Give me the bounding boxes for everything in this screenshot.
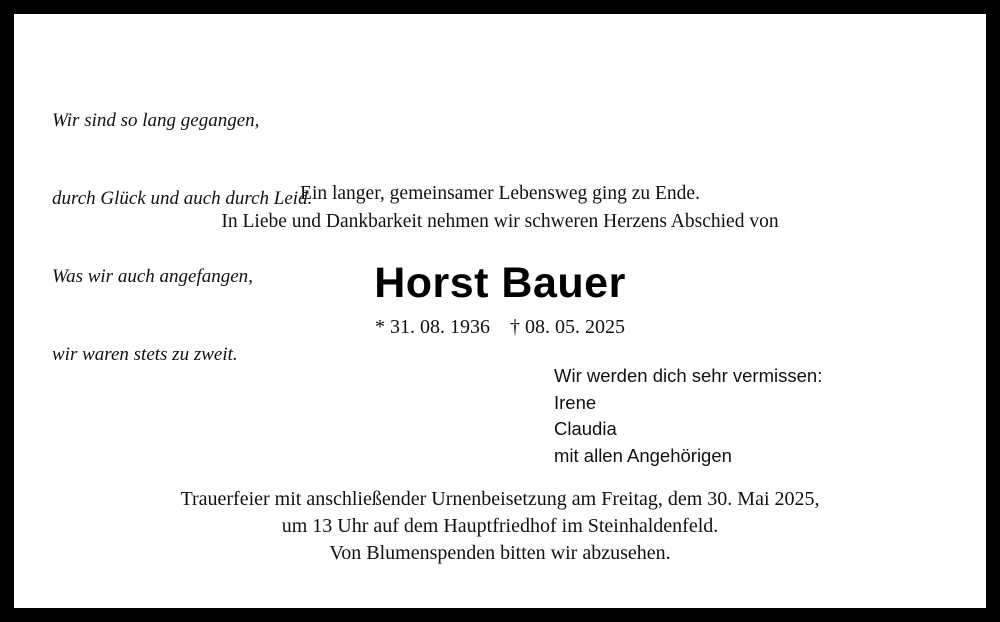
survivors-line: Claudia — [554, 418, 617, 439]
poem-block — [52, 56, 312, 420]
service-line: Von Blumenspenden bitten wir abzusehen. — [329, 542, 671, 564]
poem-line: Wir sind so lang gegangen, — [52, 110, 260, 131]
intro-block — [14, 180, 986, 236]
birth-death-dates: * 31. 08. 1936 † 08. 05. 2025 — [375, 316, 625, 338]
service-line: Trauerfeier mit anschließender Urnenbeisetzung am Freitag, dem 30. Mai 2025, — [180, 488, 820, 510]
survivors-block — [554, 363, 822, 469]
survivors-line: Wir werden dich sehr vermissen: — [554, 365, 823, 386]
service-line: um 13 Uhr auf dem Hauptfriedhof im Steinhaldenfeld. — [281, 515, 719, 537]
intro-line: In Liebe und Dankbarkeit nehmen wir schweren Herzens Abschied von — [221, 211, 779, 232]
service-details-block — [14, 486, 986, 567]
poem-line: wir waren stets zu zweit. — [52, 344, 238, 365]
deceased-name: Horst Bauer — [374, 259, 626, 307]
obituary-notice — [14, 14, 986, 608]
intro-line: Ein langer, gemeinsamer Lebensweg ging zu Ende. — [300, 183, 700, 204]
poem-line: Was wir auch angefangen, — [52, 266, 253, 287]
poem-line: durch Glück und auch durch Leid. — [52, 188, 313, 209]
survivors-line: Irene — [554, 391, 597, 413]
survivors-line: mit allen Angehörigen — [554, 444, 732, 466]
